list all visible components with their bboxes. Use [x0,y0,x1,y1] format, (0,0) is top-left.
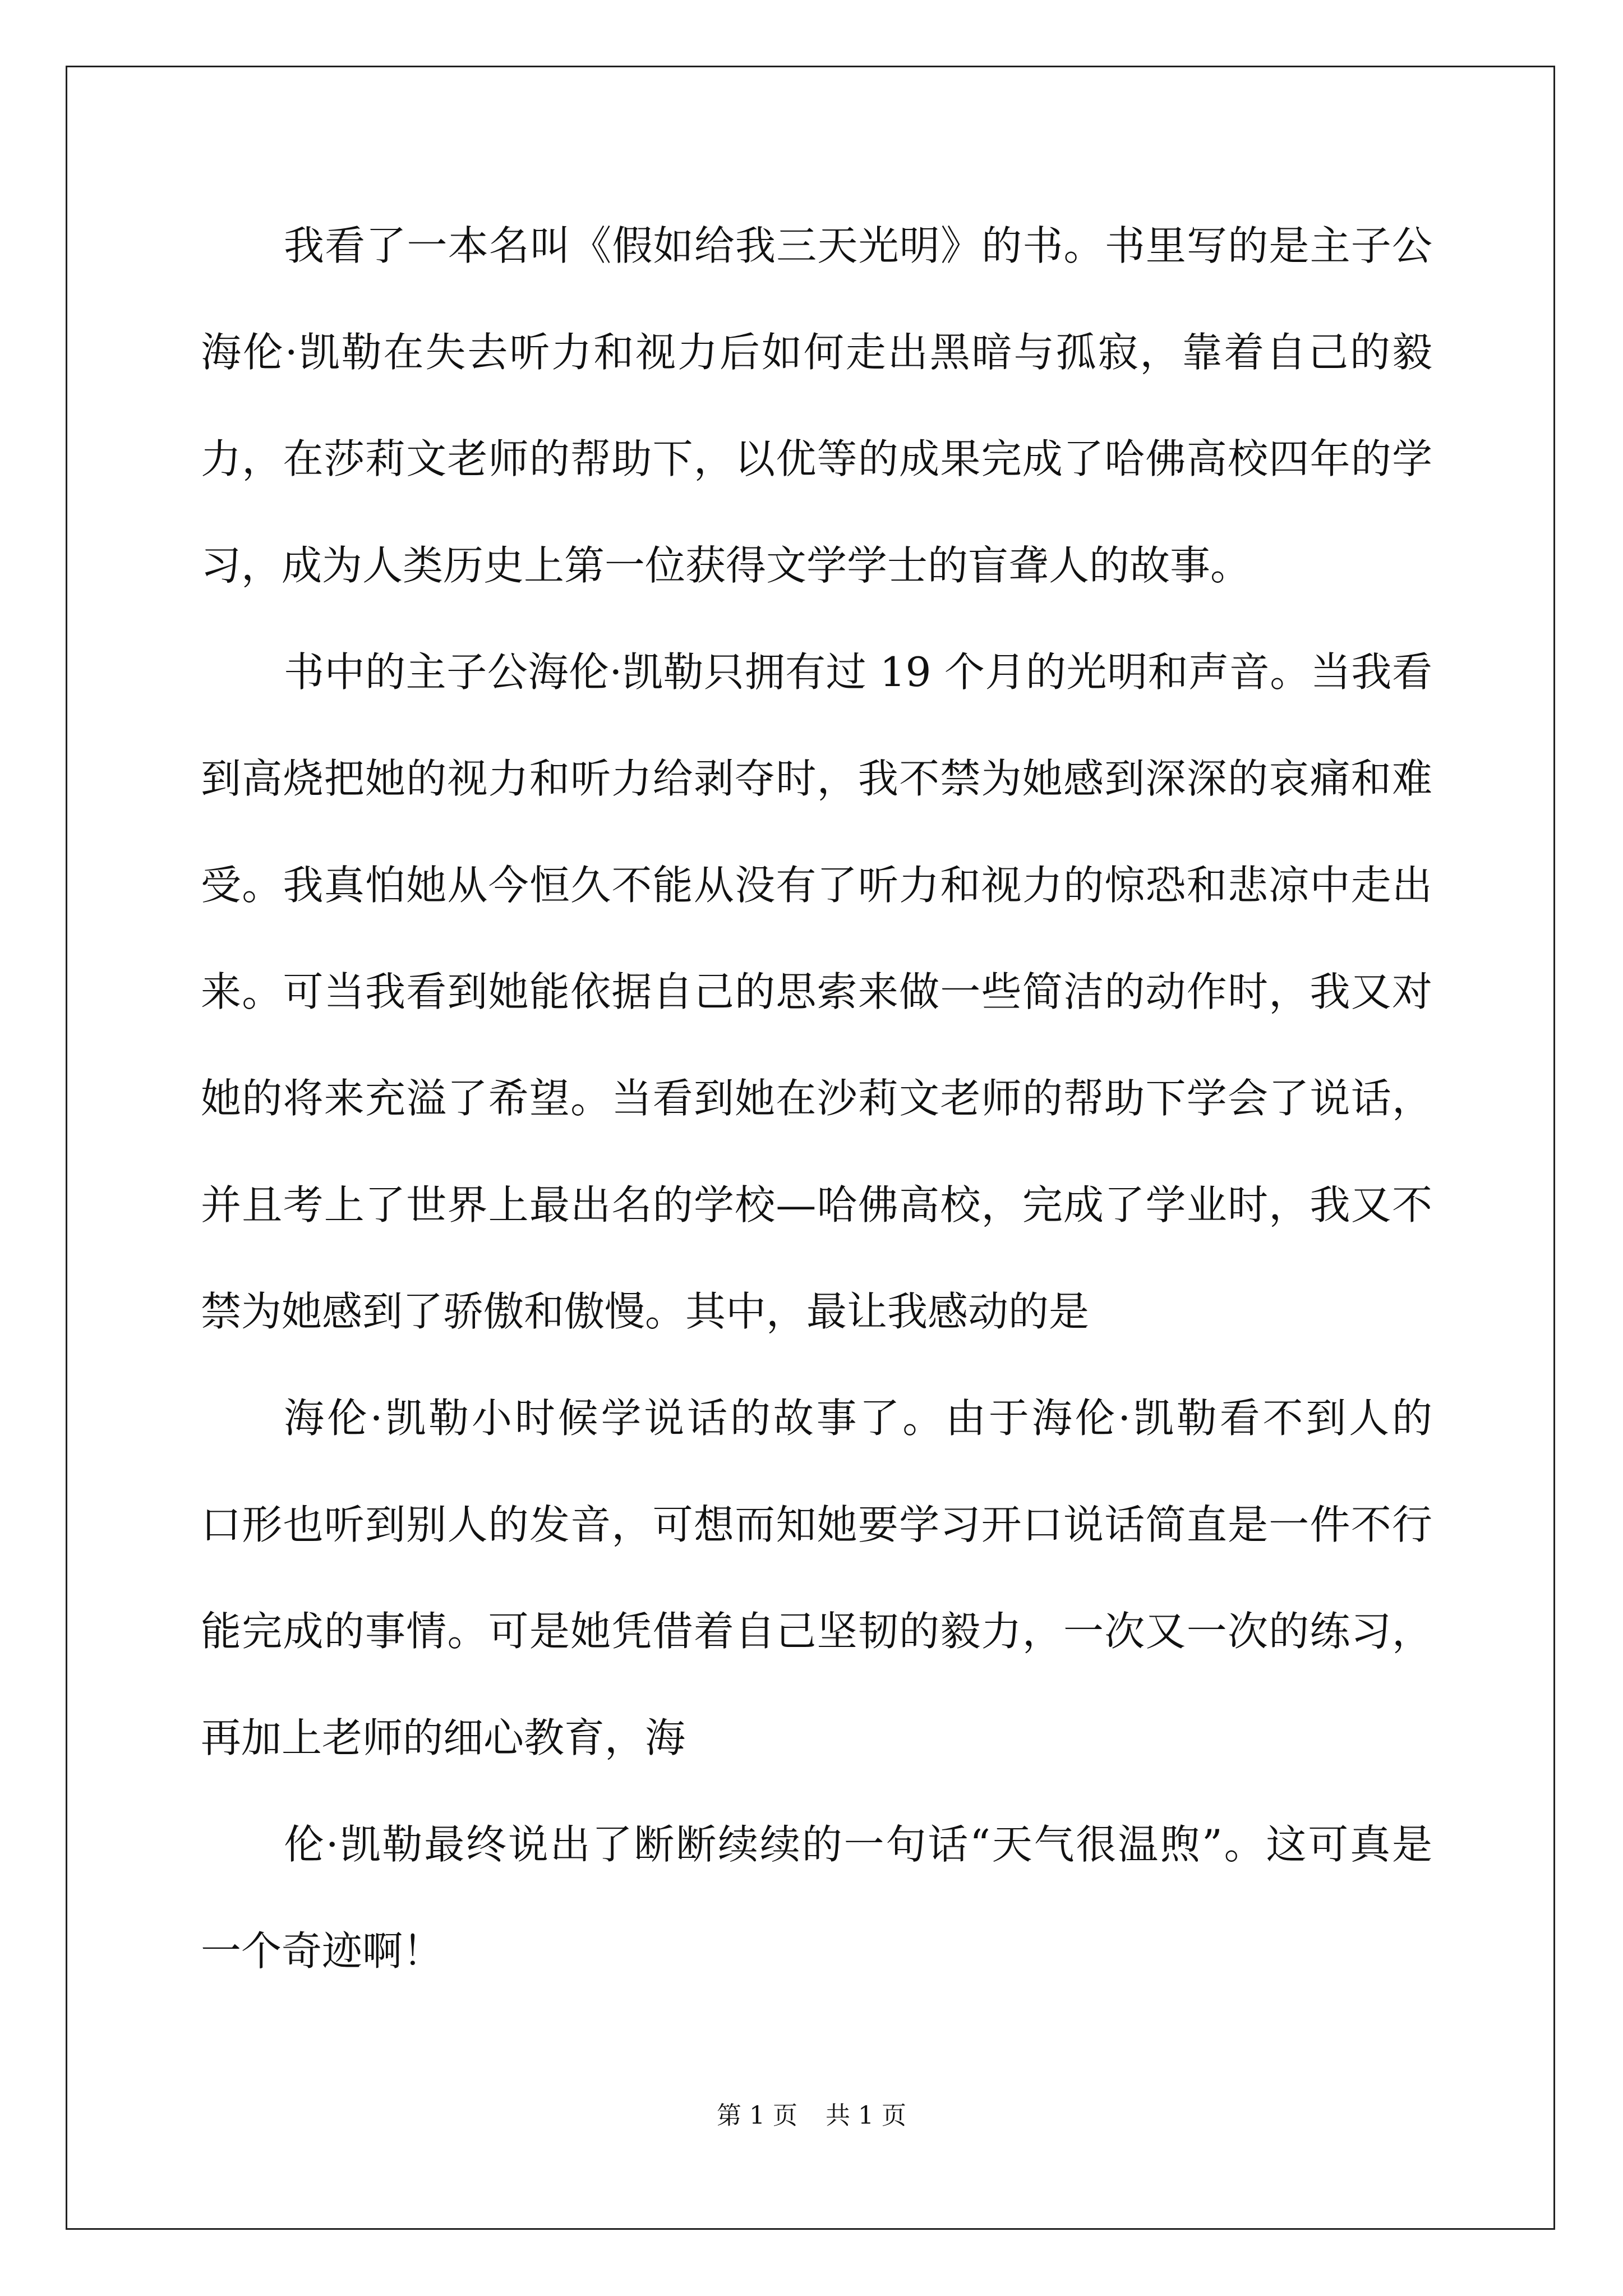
text-line: 能完成的事情。可是她凭借着自己坚韧的毅力，一次又一次的练习， [201,1608,1432,1655]
page-footer [0,2099,1623,2133]
text-line: 口形也听到别人的发音，可想而知她要学习开口说话简直是一件不行 [201,1501,1432,1548]
text-line: 受。我真怕她从今恒久不能从没有了听力和视力的惊恐和悲凉中走出 [201,862,1432,909]
text-line: 书中的主子公海伦·凯勒只拥有过 19 个月的光明和声音。当我看 [284,648,1432,696]
text-line: 伦·凯勒最终说出了断断续续的一句话“天气很温煦”。这可真是 [284,1821,1432,1868]
text-line: 我看了一本名叫《假如给我三天光明》的书。书里写的是主子公 [284,222,1432,269]
text-line: 一个奇迹啊！ [201,1927,444,1975]
text-line: 禁为她感到了骄傲和傲慢。其中，最让我感动的是 [201,1288,1090,1335]
text-line: 力，在莎莉文老师的帮助下，以优等的成果完成了哈佛高校四年的学 [201,435,1432,482]
text-line: 习，成为人类历史上第一位获得文学学士的盲聋人的故事。 [201,542,1251,589]
page-number: 第 1 页 [717,2101,797,2130]
text-line: 并且考上了世界上最出名的学校—哈佛高校，完成了学业时，我又不 [201,1181,1432,1228]
text-line: 她的将来充溢了希望。当看到她在沙莉文老师的帮助下学会了说话， [201,1075,1432,1122]
page-border [66,66,1555,2230]
text-line: 到高烧把她的视力和听力给剥夺时，我不禁为她感到深深的哀痛和难 [201,755,1432,802]
text-line: 来。可当我看到她能依据自己的思索来做一些简洁的动作时，我又对 [201,968,1432,1015]
text-line: 海伦·凯勒在失去听力和视力后如何走出黑暗与孤寂，靠着自己的毅 [201,329,1432,376]
text-line: 海伦·凯勒小时候学说话的故事了。由于海伦·凯勒看不到人的 [284,1395,1432,1442]
page-total: 共 1 页 [826,2101,906,2130]
text-line: 再加上老师的细心教育，海 [201,1714,686,1761]
